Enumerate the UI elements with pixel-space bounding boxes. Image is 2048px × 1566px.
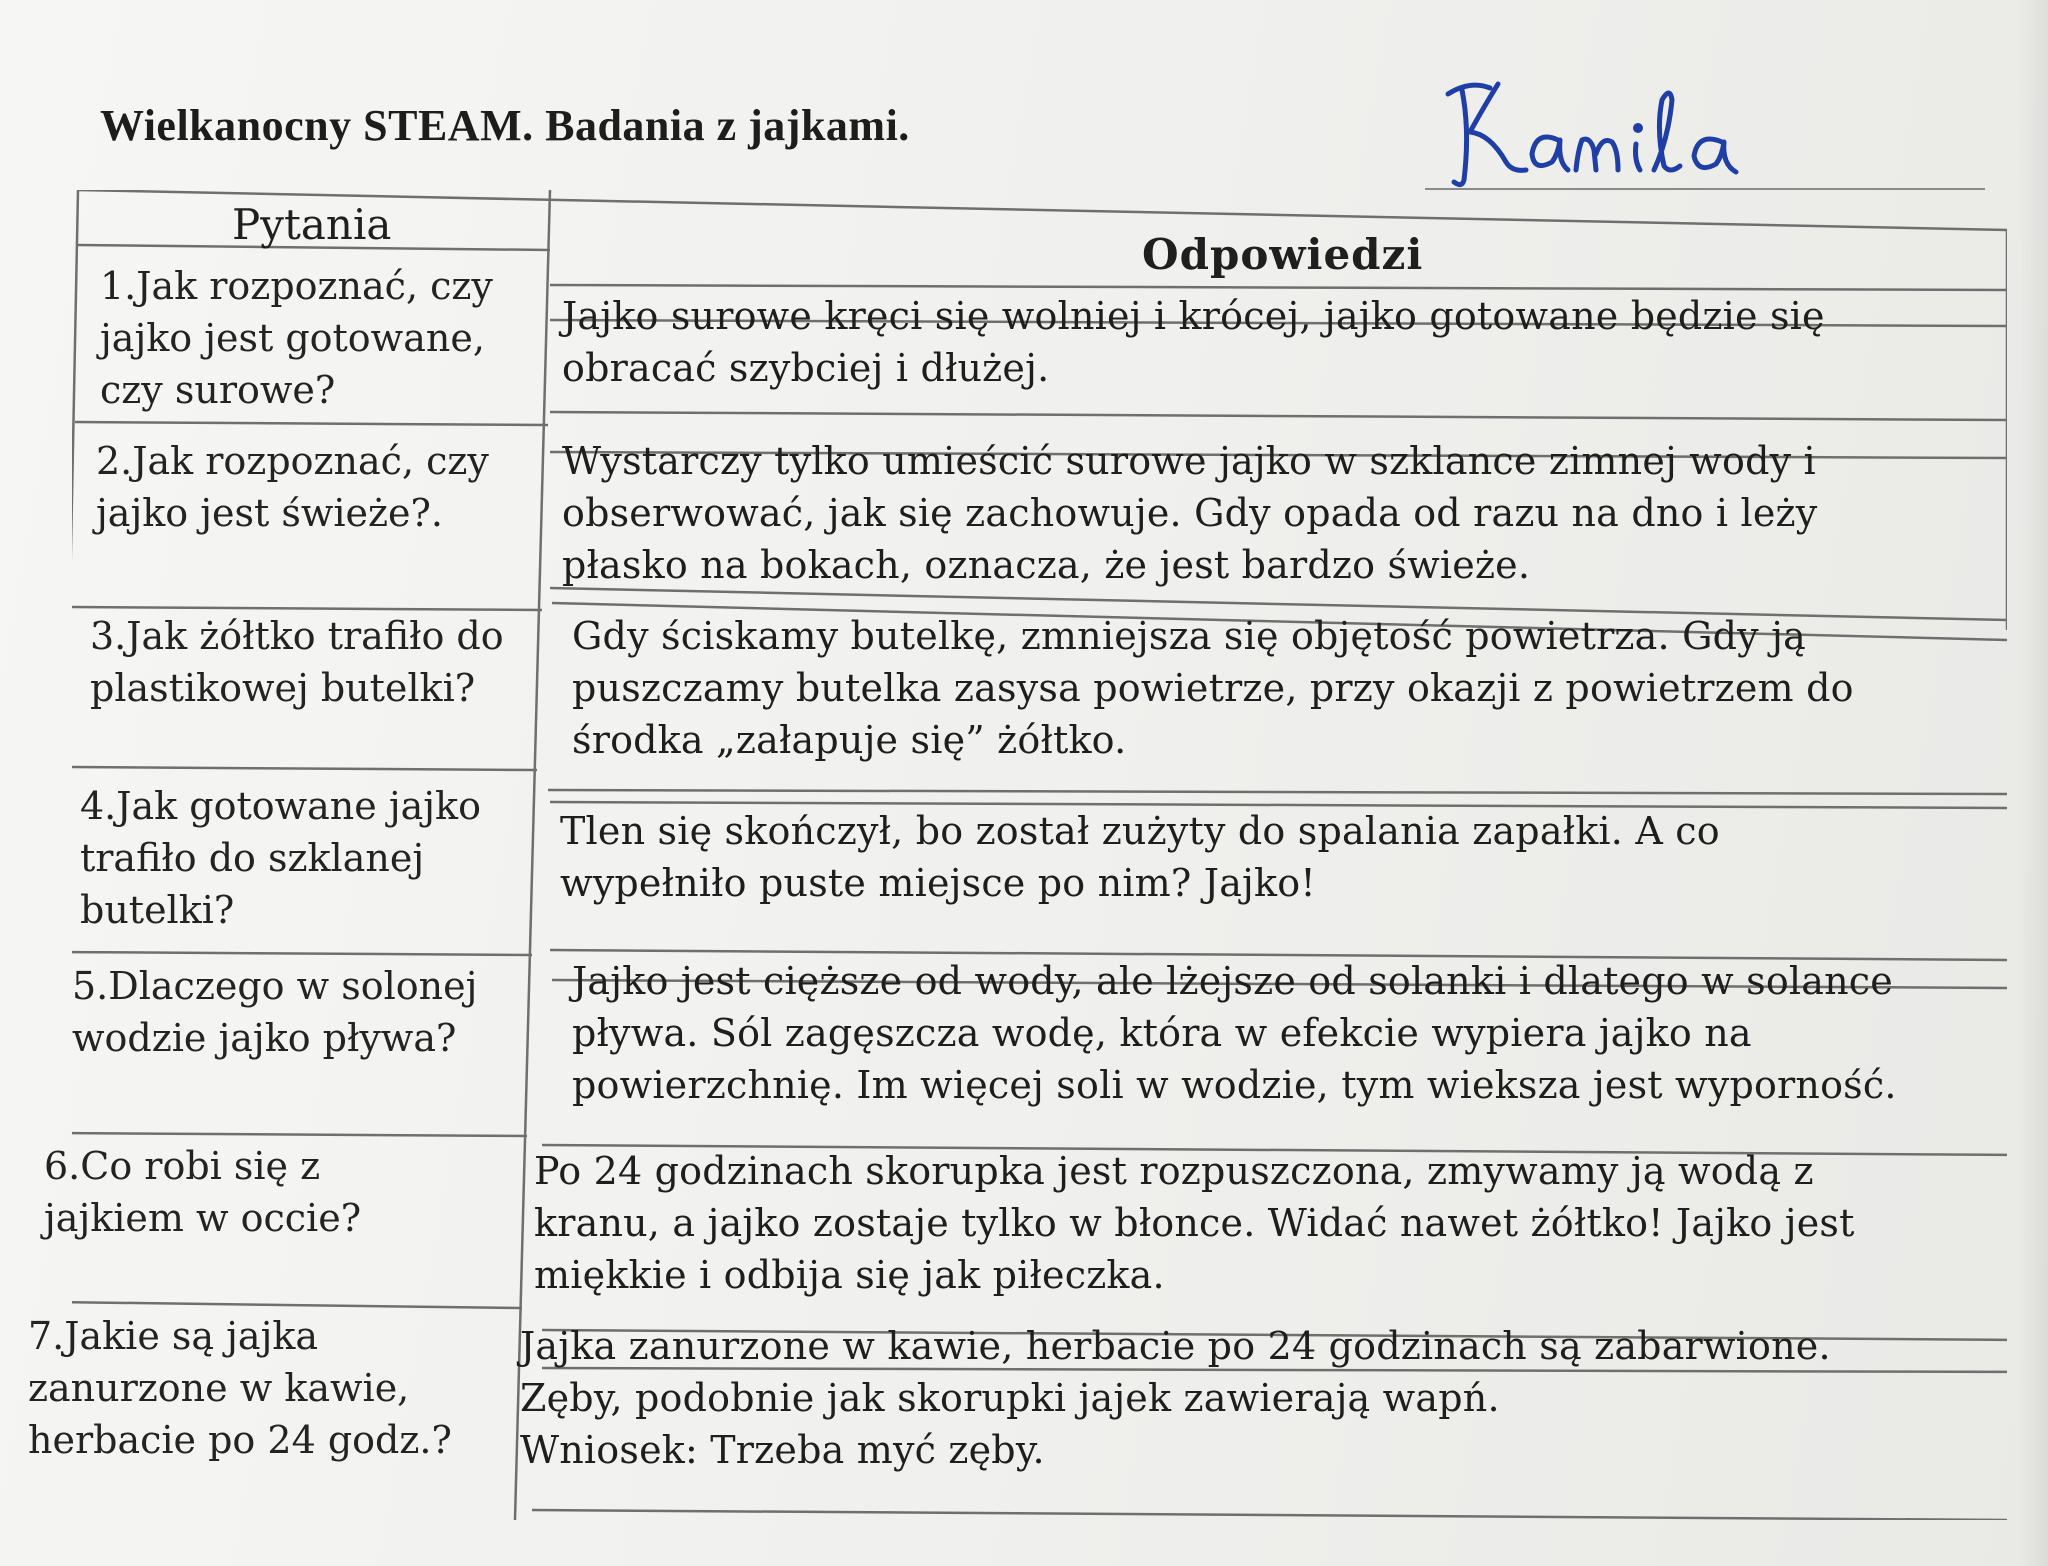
question-5: 5.Dlaczego w solonej wodzie jajko pływa? xyxy=(72,964,478,1060)
question-1: 1.Jak rozpoznać, czy jajko jest gotowane, czy surowe? xyxy=(100,264,493,412)
answer-2: Wystarczy tylko umieścić surowe jajko w szklance zimnej wody i obserwować, jak się zachowuje. Gdy opada od razu na dno i leży płasko na bokach, oznacza, że jest bardzo świeże. xyxy=(562,439,1818,587)
document-title: Wielkanocny STEAM. Badania z jajkami. xyxy=(100,101,910,150)
answer-6: Po 24 godzinach skorupka jest rozpuszczona, zmywamy ją wodą z kranu, a jajko zostaje tylko w błonce. Widać nawet żółtko! Jajko jest miękkie i odbija się jak piłeczka. xyxy=(534,1149,1855,1297)
answer-4: Tlen się skończył, bo został zużyty do spalania zapałki. A co wypełniło puste miejsce po nim? Jajko! xyxy=(560,809,1720,905)
page-edge-shadow xyxy=(2018,0,2048,1566)
question-6: 6.Co robi się z jajkiem w occie? xyxy=(44,1144,362,1240)
handwritten-signature xyxy=(1440,70,1800,200)
answer-7: Jajka zanurzone w kawie, herbacie po 24 godzinach są zabarwione. Zęby, podobnie jak skorupki jajek zawierają wapń. Wniosek: Trzeba myć zęby. xyxy=(520,1324,1831,1472)
answer-1: Jajko surowe kręci się wolniej i krócej, jajko gotowane będzie się obracać szybciej i dłużej. xyxy=(562,294,1825,390)
header-questions: Pytania xyxy=(232,200,392,249)
question-4: 4.Jak gotowane jajko trafiło do szklanej butelki? xyxy=(80,784,481,932)
answer-5: Jajko jest cięższe od wody, ale lżejsze od solanki i dlatego w solance pływa. Sól zagęszcza wodę, która w efekcie wypiera jajko na powierzchnię. Im więcej soli w wodzie, tym wieksza jest wyporność. xyxy=(572,959,1897,1107)
answer-3: Gdy ściskamy butelkę, zmniejsza się objętość powietrza. Gdy ją puszczamy butelka zasysa powietrze, przy okazji z powietrzem do środka „załapuje się” żółtko. xyxy=(572,614,1854,762)
question-2: 2.Jak rozpoznać, czy jajko jest świeże?. xyxy=(96,439,489,535)
question-7: 7.Jakie są jajka zanurzone w kawie, herbacie po 24 godz.? xyxy=(28,1314,452,1462)
questions-answers-table xyxy=(28,190,2007,1520)
question-3: 3.Jak żółtko trafiło do plastikowej butelki? xyxy=(90,614,504,710)
header-answers: Odpowiedzi xyxy=(1142,230,1424,279)
